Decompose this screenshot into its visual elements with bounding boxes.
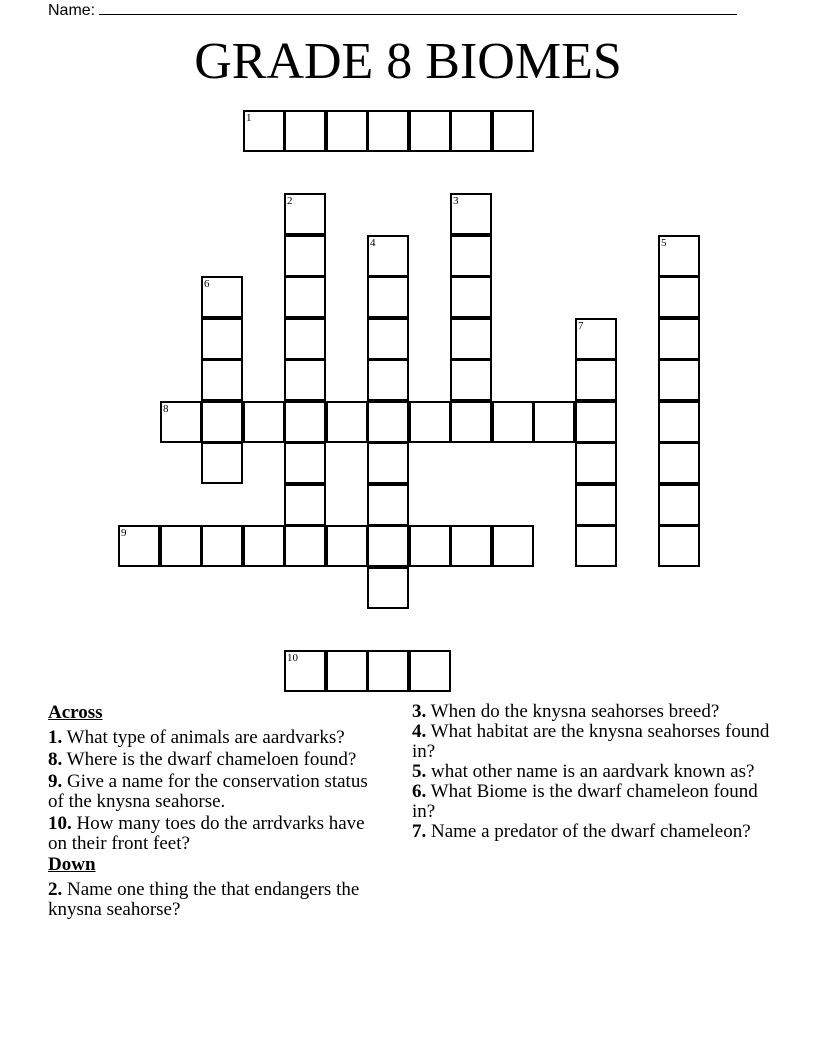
grid-cell[interactable] xyxy=(658,442,700,484)
grid-cell[interactable] xyxy=(284,525,326,567)
grid-cell[interactable] xyxy=(326,401,368,443)
grid-cell[interactable] xyxy=(575,401,617,443)
grid-cell[interactable] xyxy=(367,525,409,567)
clue-number: 2 xyxy=(287,195,293,207)
grid-cell-4[interactable] xyxy=(367,235,409,277)
clue-down-3: 3. When do the knysna seahorses breed? xyxy=(412,701,720,722)
grid-cell[interactable] xyxy=(160,525,202,567)
clue-across-9: 9. Give a name for the conservation status of the knysna seahorse. xyxy=(48,771,368,812)
grid-cell[interactable] xyxy=(409,401,451,443)
name-label: Name: xyxy=(48,2,96,19)
grid-cell[interactable] xyxy=(284,110,326,152)
grid-cell[interactable] xyxy=(367,401,409,443)
grid-cell-8[interactable] xyxy=(160,401,202,443)
across-heading: Across xyxy=(48,702,103,723)
grid-cell[interactable] xyxy=(284,318,326,360)
clues-left-column xyxy=(48,702,388,920)
grid-cell[interactable] xyxy=(658,276,700,318)
grid-cell[interactable] xyxy=(284,401,326,443)
grid-cell[interactable] xyxy=(243,525,285,567)
clue-down-4: 4. What habitat are the knysna seahorses found in? xyxy=(412,721,770,762)
grid-cell-7[interactable] xyxy=(575,318,617,360)
grid-cell[interactable] xyxy=(326,650,368,692)
grid-cell[interactable] xyxy=(450,110,492,152)
grid-cell[interactable] xyxy=(367,359,409,401)
grid-cell[interactable] xyxy=(201,401,243,443)
clue-number: 4 xyxy=(370,237,376,249)
grid-cell[interactable] xyxy=(658,484,700,526)
grid-cell[interactable] xyxy=(367,650,409,692)
grid-cell[interactable] xyxy=(201,359,243,401)
grid-cell-5[interactable] xyxy=(658,235,700,277)
grid-cell[interactable] xyxy=(450,401,492,443)
grid-cell[interactable] xyxy=(492,110,534,152)
grid-cell[interactable] xyxy=(450,318,492,360)
grid-cell[interactable] xyxy=(658,359,700,401)
grid-cell-9[interactable] xyxy=(118,525,160,567)
grid-cell[interactable] xyxy=(367,567,409,609)
grid-cell[interactable] xyxy=(575,525,617,567)
grid-cell[interactable] xyxy=(367,276,409,318)
grid-cell[interactable] xyxy=(409,110,451,152)
grid-cell[interactable] xyxy=(326,525,368,567)
grid-cell[interactable] xyxy=(575,484,617,526)
grid-cell[interactable] xyxy=(326,110,368,152)
clue-number: 8 xyxy=(163,403,169,415)
clue-number: 6 xyxy=(204,278,210,290)
clue-number: 1 xyxy=(246,112,252,124)
grid-cell[interactable] xyxy=(284,442,326,484)
grid-cell[interactable] xyxy=(409,525,451,567)
clue-across-1: 1. What type of animals are aardvarks? xyxy=(48,727,345,748)
grid-cell[interactable] xyxy=(450,525,492,567)
clue-number: 7 xyxy=(578,320,584,332)
grid-cell[interactable] xyxy=(575,442,617,484)
grid-cell[interactable] xyxy=(492,525,534,567)
clue-number: 5 xyxy=(661,237,667,249)
clues-right-column xyxy=(412,702,772,842)
grid-cell[interactable] xyxy=(284,484,326,526)
grid-cell[interactable] xyxy=(533,401,575,443)
grid-cell[interactable] xyxy=(201,525,243,567)
grid-cell[interactable] xyxy=(367,110,409,152)
grid-cell[interactable] xyxy=(409,650,451,692)
down-heading: Down xyxy=(48,854,96,875)
grid-cell[interactable] xyxy=(284,276,326,318)
grid-cell-1[interactable] xyxy=(243,110,285,152)
clue-down-5: 5. what other name is an aardvark known as? xyxy=(412,761,755,782)
clue-number: 9 xyxy=(121,527,127,539)
grid-cell[interactable] xyxy=(492,401,534,443)
clue-number: 10 xyxy=(287,652,298,664)
page-title: GRADE 8 BIOMES xyxy=(194,33,622,90)
grid-cell[interactable] xyxy=(284,359,326,401)
grid-cell[interactable] xyxy=(201,442,243,484)
grid-cell[interactable] xyxy=(658,318,700,360)
grid-cell-10[interactable] xyxy=(284,650,326,692)
grid-cell[interactable] xyxy=(450,276,492,318)
grid-cell[interactable] xyxy=(367,484,409,526)
grid-cell-6[interactable] xyxy=(201,276,243,318)
clue-across-10: 10. How many toes do the arrdvarks have on their front feet? xyxy=(48,813,365,854)
clue-number: 3 xyxy=(453,195,459,207)
grid-cell[interactable] xyxy=(658,525,700,567)
clue-down-2: 2. Name one thing the that endangers the knysna seahorse? xyxy=(48,879,360,920)
grid-cell-2[interactable] xyxy=(284,193,326,235)
grid-cell[interactable] xyxy=(450,359,492,401)
grid-cell[interactable] xyxy=(367,318,409,360)
grid-cell[interactable] xyxy=(243,401,285,443)
grid-cell[interactable] xyxy=(284,235,326,277)
clue-across-8: 8. Where is the dwarf chameloen found? xyxy=(48,749,357,770)
clue-down-7: 7. Name a predator of the dwarf chameleon? xyxy=(412,821,751,842)
clue-down-6: 6. What Biome is the dwarf chameleon found in? xyxy=(412,781,758,822)
grid-cell[interactable] xyxy=(201,318,243,360)
grid-cell[interactable] xyxy=(575,359,617,401)
grid-cell[interactable] xyxy=(658,401,700,443)
grid-cell[interactable] xyxy=(367,442,409,484)
grid-cell-3[interactable] xyxy=(450,193,492,235)
grid-cell[interactable] xyxy=(450,235,492,277)
